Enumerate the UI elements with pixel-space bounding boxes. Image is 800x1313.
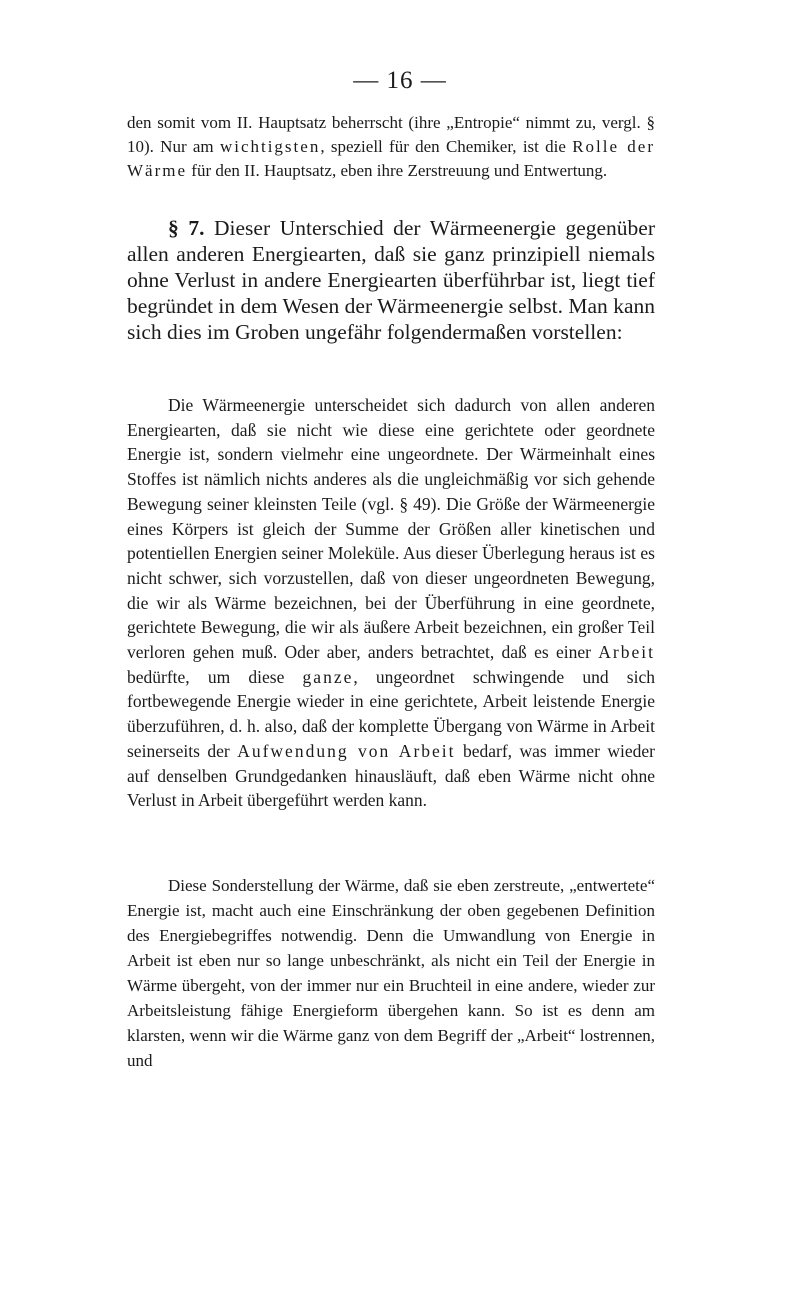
page-number: — 16 —: [353, 67, 447, 94]
section-7-paragraph: [127, 215, 655, 345]
paragraph-heat-energy: [127, 393, 655, 813]
paragraph-special-position: [127, 873, 655, 1073]
paragraph-entropy: [127, 111, 655, 183]
section-7-text: Dieser Unterschied der Wärmeenergie gegenüber allen anderen Energiearten, daß sie ganz prinzipiell niemals ohne Verlust in andere Energiearten überführbar ist, liegt tief begründet in dem Wesen der Wärmeenergie selbst. Man kann sich dies im Groben ungefähr folgendermaßen vorstellen:: [127, 216, 656, 344]
paragraph-heat-energy-text-1: Die Wärmeenergie unterscheidet sich dadurch von allen anderen Energiearten, daß sie nicht wie diese eine gerichtete oder geordnete Energie ist, sondern vielmehr eine ungeordnete. Der Wärmeinhalt eines Stoffes ist nämlich nichts anderes als die ungleichmäßig vor sich gehende Bewegung seiner kleinsten Teile (vgl. § 49). Die Größe der Wärmeenergie eines Körpers ist gleich der Summe der Größen aller kinetischen und potentiellen Energien seiner Moleküle. Aus dieser Überlegung heraus ist es nicht schwer, sich vorzustellen, daß von dieser ungeordneten Bewegung, die wir als Wärme bezeichnen, bei der Überführung in eine geordnete, gerichtete Bewegung, die wir als äußere Arbeit bezeichnen, ein großer Teil verloren gehen muß. Oder aber, anders betrachtet, daß es einer: [127, 395, 655, 663]
paragraph-entropy-text-2: , speziell für den Chemiker, ist die: [320, 137, 573, 156]
paragraph-heat-energy-text-3: , ungeordnet schwingende und sich fortbewegende Energie wieder in eine gerichtete, Arbeit leistende Energie überzuführen, d. h. also, daß der komplette Übergang von Wärme in Arbeit seinerseits der: [127, 666, 655, 761]
paragraph-heat-energy-text-4: bedarf, was immer wieder auf denselben Grundgedanken hinausläuft, daß eben Wärme nicht ohne Verlust in Arbeit übergeführt werden kann.: [127, 740, 655, 811]
paragraph-special-position-text: Diese Sonderstellung der Wärme, daß sie eben zerstreute, „entwertete“ Energie ist, macht auch eine Einschränkung der oben gegebenen Definition des Energiebegriffes notwendig. Denn die Umwandlung von Energie in Arbeit ist eben nur so lange unbeschränkt, als nicht ein Teil der Energie in Wärme übergeht, von der immer nur ein Bruchteil in eine andere, wieder zur Arbeitsleistung fähige Energieform übergehen kann. So ist es denn am klarsten, wenn wir die Wärme ganz von dem Begriff der „Arbeit“ lostrennen, und: [127, 876, 655, 1070]
paragraph-entropy-text-1: den somit vom II. Hauptsatz beherrscht (ihre „Entropie“ nimmt zu, vergl. § 10). Nur am: [127, 113, 655, 156]
emphasis-aufwendung-von-arbeit: Aufwendung von Arbeit: [237, 740, 456, 761]
emphasis-wichtigsten: wichtigsten: [219, 137, 321, 156]
paragraph-entropy-text-3: für den II. Hauptsatz, eben ihre Zerstreuung und Entwertung.: [187, 161, 608, 180]
paragraph-heat-energy-text-2: bedürfte, um diese: [127, 666, 303, 687]
emphasis-arbeit: Arbeit: [598, 642, 655, 663]
section-7-sign: § 7.: [168, 216, 205, 240]
emphasis-rolle-der-waerme: Rolle der Wärme: [127, 137, 655, 180]
emphasis-ganze: ganze: [302, 666, 354, 687]
